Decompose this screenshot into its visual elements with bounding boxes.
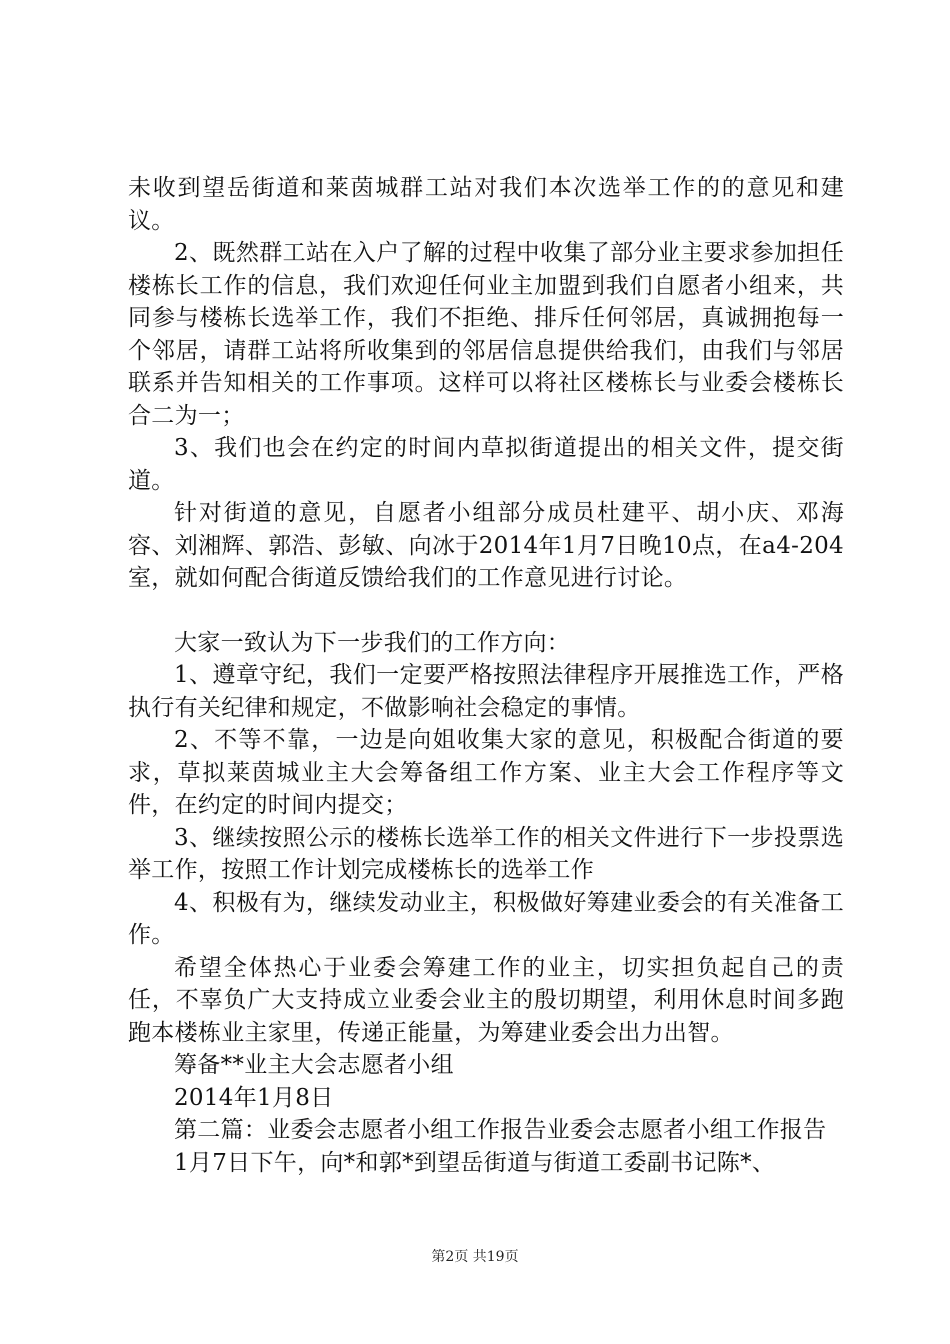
signature-date: 2014年1月8日 xyxy=(174,1084,334,1111)
page-number-footer: 第2页 共19页 xyxy=(431,1249,519,1265)
paragraph-item-2: 2、既然群工站在入户了解的过程中收集了部分业主要求参加担任楼栋长工作的信息，我们欢迎任何业主加盟到我们自愿者小组来，共同参与楼栋长选举工作，我们不拒绝、排斥任何邻居，真诚拥抱每一个邻居，请群工站将所收集到的邻居信息提供给我们，由我们与邻居联系并告知相关的工作事项。这样可以将社区楼栋长与业委会楼栋长合二为一； xyxy=(128,240,844,429)
signature-group: 筹备**业主大会志愿者小组 xyxy=(174,1052,454,1078)
paragraph-direction-4: 4、积极有为，继续发动业主，积极做好筹建业委会的有关准备工作。 xyxy=(128,889,844,948)
paragraph-hope: 希望全体热心于业委会筹建工作的业主，切实担负起自己的责任，不辜负广大支持成立业委会业主的殷切期望，利用休息时间多跑跑本楼栋业主家里，传递正能量，为筹建业委会出力出智。 xyxy=(128,954,844,1046)
paragraph-direction-3: 3、继续按照公示的楼栋长选举工作的相关文件进行下一步投票选举工作，按照工作计划完成楼栋长的选举工作 xyxy=(128,824,844,883)
paragraph-spacer xyxy=(128,595,844,627)
paragraph-continuation: 未收到望岳街道和莱茵城群工站对我们本次选举工作的的意见和建议。 xyxy=(128,175,844,234)
document-body xyxy=(128,172,844,1179)
paragraph-direction-1: 1、遵章守纪，我们一定要严格按照法律程序开展推选工作，严格执行有关纪律和规定，不做影响社会稳定的事情。 xyxy=(128,662,844,721)
paragraph-direction-2: 2、不等不靠，一边是向姐收集大家的意见，积极配合街道的要求，草拟莱茵城业主大会筹备组工作方案、业主大会工作程序等文件，在约定的时间内提交； xyxy=(128,727,844,818)
section-heading: 第二篇：业委会志愿者小组工作报告业委会志愿者小组工作报告 xyxy=(174,1117,827,1143)
paragraph-direction-heading: 大家一致认为下一步我们的工作方向： xyxy=(174,629,571,656)
paragraph-report-start: 1月7日下午，向*和郭*到望岳街道与街道工委副书记陈*、 xyxy=(174,1149,776,1176)
paragraph-discussion: 针对街道的意见，自愿者小组部分成员杜建平、胡小庆、邓海容、刘湘辉、郭浩、彭敏、向冰于2014年1月7日晚10点，在a4-204室，就如何配合街道反馈给我们的工作意见进行讨论。 xyxy=(128,500,844,591)
paragraph-item-3: 3、我们也会在约定的时间内草拟街道提出的相关文件，提交街道。 xyxy=(128,435,844,494)
